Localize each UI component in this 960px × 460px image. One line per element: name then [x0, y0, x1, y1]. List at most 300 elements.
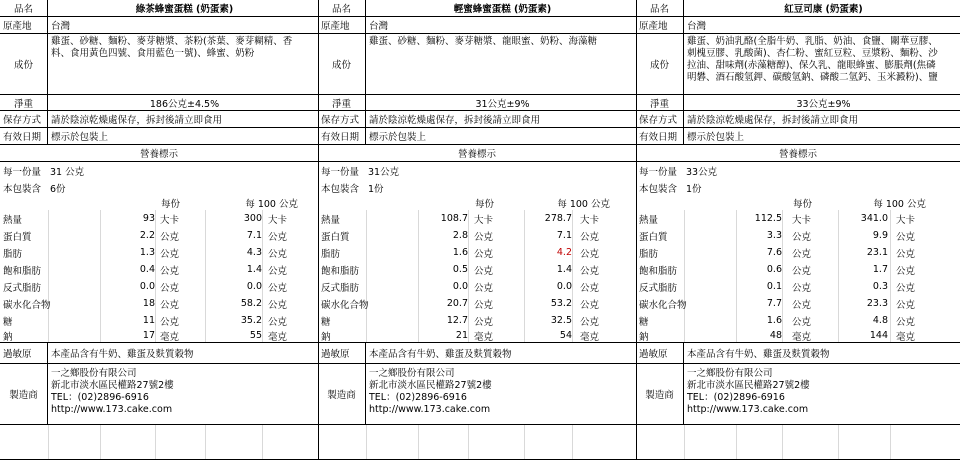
grid-line	[205, 244, 206, 261]
grid-line	[524, 425, 525, 459]
servings-value: 6份	[50, 183, 66, 195]
grid-line	[366, 278, 367, 295]
grid-line	[100, 425, 101, 459]
storage-text: 請於陰涼乾燥處保存，拆封後請立即食用	[687, 115, 859, 126]
nutrient-name: 鈉	[321, 331, 331, 343]
net-weight-value: 186公克±4.5%	[149, 98, 220, 110]
table-row	[318, 34, 636, 95]
table-row	[0, 34, 318, 95]
grid-line	[48, 227, 49, 244]
unit-label: 公克	[160, 282, 180, 294]
serving-size-value: 31 公克	[50, 166, 85, 178]
per-100g-value: 278.7	[544, 213, 572, 224]
expiry-label: 有效日期	[0, 128, 48, 144]
grid-line	[684, 329, 685, 342]
grid-line	[782, 244, 783, 261]
panel-divider	[636, 0, 637, 460]
per-100g-value: 144	[869, 330, 888, 341]
net-weight-label: 淨重	[0, 95, 48, 110]
allergen-text: 本產品含有牛奶、雞蛋及麩質穀物	[687, 349, 830, 360]
unit-label: 公克	[580, 231, 600, 243]
per-100g-value: 55	[249, 330, 262, 341]
column-header-per-serving: 每份	[474, 199, 494, 210]
manufacturer-line: TEL：(02)2896-6916	[687, 392, 785, 403]
nutrition-title: 營養標示	[139, 149, 178, 160]
grid-line	[262, 295, 263, 312]
nutrient-name: 碳水化合物	[321, 299, 369, 311]
table-row	[636, 261, 960, 278]
table-row	[636, 425, 960, 460]
nutrient-name: 鈉	[3, 331, 13, 343]
table-row	[636, 179, 960, 196]
grid-line	[736, 312, 737, 329]
table-row	[636, 244, 960, 261]
product-panel	[636, 0, 960, 460]
unit-label: 公克	[474, 282, 494, 294]
unit-label: 公克	[580, 265, 600, 277]
table-row	[0, 145, 318, 162]
grid-line	[205, 227, 206, 244]
table-row	[0, 364, 318, 425]
grid-line	[468, 244, 469, 261]
website-link[interactable]: http://www.173.cake.com	[369, 404, 491, 415]
grid-line	[100, 210, 101, 227]
website-link[interactable]: http://www.173.cake.com	[51, 404, 173, 415]
grid-line	[684, 278, 685, 295]
per-100g-value: 7.1	[246, 230, 262, 241]
grid-line	[155, 312, 156, 329]
manufacturer-label: 製造商	[318, 364, 366, 424]
grid-line	[890, 227, 891, 244]
nutrient-name: 脂肪	[639, 248, 659, 260]
origin-label: 原產地	[318, 17, 366, 33]
unit-label: 公克	[160, 316, 180, 328]
column-header-per-serving: 每份	[792, 199, 812, 210]
nutrient-name: 碳水化合物	[3, 299, 51, 311]
per-100g-value: 53.2	[550, 298, 572, 309]
grid-line	[48, 244, 49, 261]
grid-line	[155, 425, 156, 459]
grid-line	[736, 227, 737, 244]
unit-label: 公克	[792, 299, 812, 311]
nutrient-name: 糖	[3, 316, 13, 328]
per-serving-value: 2.2	[139, 230, 155, 241]
unit-label: 公克	[268, 231, 288, 243]
grid-line	[468, 295, 469, 312]
grid-line	[48, 210, 49, 227]
grid-line	[736, 295, 737, 312]
grid-line	[48, 312, 49, 329]
expiry-label: 有效日期	[636, 128, 684, 144]
unit-label: 公克	[580, 248, 600, 260]
grid-line	[205, 278, 206, 295]
grid-line	[155, 261, 156, 278]
unit-label: 大卡	[580, 214, 600, 226]
grid-line	[262, 425, 263, 459]
net-weight-value: 31公克±9%	[475, 98, 530, 110]
grid-line	[838, 295, 839, 312]
nutrient-name: 蛋白質	[639, 231, 668, 243]
per-serving-value: 1.6	[452, 247, 468, 258]
grid-line	[684, 425, 685, 459]
manufacturer-label: 製造商	[0, 364, 48, 424]
grid-line	[782, 295, 783, 312]
grid-line	[572, 425, 573, 459]
grid-line	[418, 312, 419, 329]
per-serving-value: 18	[142, 298, 155, 309]
grid-line	[205, 210, 206, 227]
allergen-label: 過敏原	[0, 343, 48, 363]
servings-label: 本包裝含	[639, 183, 678, 195]
grid-line	[684, 312, 685, 329]
manufacturer-line: TEL：(02)2896-6916	[369, 392, 467, 403]
grid-line	[366, 244, 367, 261]
table-row	[636, 95, 960, 111]
per-serving-value: 20.7	[446, 298, 468, 309]
grid-line	[48, 425, 49, 459]
per-100g-value: 4.8	[872, 315, 888, 326]
unit-label: 公克	[268, 248, 288, 260]
table-row	[0, 162, 318, 179]
nutrient-name: 飽和脂肪	[3, 265, 42, 277]
unit-label: 公克	[268, 282, 288, 294]
grid-line	[155, 329, 156, 342]
storage-text: 請於陰涼乾燥處保存，拆封後請立即食用	[51, 115, 223, 126]
grid-line	[782, 312, 783, 329]
per-serving-value: 1.3	[139, 247, 155, 258]
grid-line	[155, 295, 156, 312]
unit-label: 公克	[792, 265, 812, 277]
table-row	[0, 244, 318, 261]
grid-line	[155, 244, 156, 261]
grid-line	[890, 295, 891, 312]
per-100g-value: 32.5	[550, 315, 572, 326]
grid-line	[838, 244, 839, 261]
unit-label: 公克	[580, 282, 600, 294]
unit-label: 公克	[268, 265, 288, 277]
per-100g-value: 0.0	[246, 281, 262, 292]
table-row	[318, 343, 636, 364]
unit-label: 公克	[474, 248, 494, 260]
manufacturer-line: TEL：(02)2896-6916	[51, 392, 149, 403]
grid-line	[100, 227, 101, 244]
grid-line	[736, 278, 737, 295]
unit-label: 公克	[896, 316, 916, 328]
ingredients-label: 成份	[636, 34, 684, 94]
grid-line	[572, 261, 573, 278]
table-row	[318, 261, 636, 278]
grid-line	[262, 244, 263, 261]
table-row	[636, 227, 960, 244]
table-row	[0, 425, 318, 460]
grid-line	[684, 227, 685, 244]
grid-line	[418, 425, 419, 459]
website-link[interactable]: http://www.173.cake.com	[687, 404, 809, 415]
per-100g-value: 1.4	[246, 264, 262, 275]
per-100g-value: 0.3	[872, 281, 888, 292]
table-row	[318, 329, 636, 343]
grid-line	[524, 210, 525, 227]
grid-line	[684, 210, 685, 227]
unit-label: 大卡	[896, 214, 916, 226]
grid-line	[366, 329, 367, 342]
table-row	[0, 111, 318, 128]
unit-label: 公克	[474, 265, 494, 277]
grid-line	[572, 227, 573, 244]
grid-line	[48, 329, 49, 342]
manufacturer-label: 製造商	[636, 364, 684, 424]
table-row	[0, 210, 318, 227]
table-row	[318, 17, 636, 34]
nutrient-name: 蛋白質	[321, 231, 350, 243]
nutrient-name: 鈉	[639, 331, 649, 343]
grid-line	[262, 312, 263, 329]
grid-line	[890, 210, 891, 227]
allergen-label: 過敏原	[318, 343, 366, 363]
table-row	[318, 278, 636, 295]
ingredients-label: 成份	[0, 34, 48, 94]
ingredients-text: 雞蛋、砂糖、麵粉、麥芽糖漿、龍眼蜜、奶粉、海藻糖	[369, 36, 598, 47]
grid-line	[468, 210, 469, 227]
table-row	[0, 128, 318, 145]
grid-line	[890, 329, 891, 342]
grid-line	[838, 227, 839, 244]
per-serving-value: 48	[769, 330, 782, 341]
table-row	[318, 0, 636, 17]
per-serving-value: 0.1	[766, 281, 782, 292]
per-100g-value: 4.3	[246, 247, 262, 258]
grid-line	[262, 329, 263, 342]
nutrient-name: 熱量	[3, 214, 23, 226]
nutrient-name: 飽和脂肪	[639, 265, 678, 277]
grid-line	[468, 261, 469, 278]
grid-line	[782, 278, 783, 295]
grid-line	[838, 278, 839, 295]
table-row	[636, 111, 960, 128]
per-serving-value: 0.6	[766, 264, 782, 275]
grid-line	[524, 295, 525, 312]
origin-label: 原產地	[636, 17, 684, 33]
grid-line	[155, 278, 156, 295]
column-header-per-100g: 每 100 公克	[245, 199, 298, 210]
grid-line	[838, 261, 839, 278]
per-100g-value: 58.2	[240, 298, 262, 309]
grid-line	[468, 329, 469, 342]
unit-label: 公克	[474, 316, 494, 328]
table-row	[0, 261, 318, 278]
grid-line	[205, 329, 206, 342]
unit-label: 公克	[792, 248, 812, 260]
nutrition-title: 營養標示	[778, 149, 817, 160]
table-row	[318, 162, 636, 179]
allergen-text: 本產品含有牛奶、雞蛋及麩質穀物	[369, 349, 512, 360]
grid-line	[100, 244, 101, 261]
table-row	[318, 128, 636, 145]
table-row	[636, 343, 960, 364]
grid-line	[782, 210, 783, 227]
grid-line	[572, 295, 573, 312]
grid-line	[205, 312, 206, 329]
grid-line	[890, 261, 891, 278]
manufacturer-line: 新北市淡水區民權路27號2樓	[369, 380, 492, 391]
nutrient-name: 脂肪	[3, 248, 23, 260]
per-100g-value: 23.3	[866, 298, 888, 309]
unit-label: 公克	[896, 231, 916, 243]
allergen-label: 過敏原	[636, 343, 684, 363]
manufacturer-line: 一之鄉股份有限公司	[687, 368, 773, 379]
per-serving-value: 1.6	[766, 315, 782, 326]
unit-label: 毫克	[896, 331, 916, 343]
unit-label: 公克	[792, 231, 812, 243]
net-weight-label: 淨重	[318, 95, 366, 110]
nutrient-name: 脂肪	[321, 248, 341, 260]
servings-value: 1份	[368, 183, 384, 195]
grid-line	[366, 425, 367, 459]
grid-line	[418, 278, 419, 295]
table-row	[0, 227, 318, 244]
grid-line	[418, 210, 419, 227]
grid-line	[366, 227, 367, 244]
table-row	[0, 95, 318, 111]
grid-line	[524, 312, 525, 329]
column-header-per-serving: 每份	[160, 199, 180, 210]
unit-label: 公克	[474, 231, 494, 243]
grid-line	[418, 329, 419, 342]
grid-line	[366, 210, 367, 227]
grid-line	[736, 425, 737, 459]
grid-line	[684, 244, 685, 261]
grid-line	[262, 261, 263, 278]
table-row	[0, 295, 318, 312]
grid-line	[48, 278, 49, 295]
per-100g-value: 1.7	[872, 264, 888, 275]
unit-label: 毫克	[580, 331, 600, 343]
origin-value: 台灣	[51, 21, 71, 32]
table-row	[0, 179, 318, 196]
table-row	[0, 0, 318, 17]
grid-line	[468, 278, 469, 295]
unit-label: 大卡	[268, 214, 288, 226]
table-row	[636, 364, 960, 425]
grid-line	[100, 295, 101, 312]
unit-label: 毫克	[474, 331, 494, 343]
grid-line	[100, 329, 101, 342]
unit-label: 公克	[268, 299, 288, 311]
grid-line	[205, 425, 206, 459]
unit-label: 公克	[792, 282, 812, 294]
unit-label: 公克	[896, 299, 916, 311]
manufacturer-info	[684, 364, 960, 424]
name-label: 品名	[318, 0, 366, 16]
table-row	[318, 295, 636, 312]
per-100g-value: 7.1	[556, 230, 572, 241]
per-100g-value: 300	[243, 213, 262, 224]
unit-label: 公克	[160, 248, 180, 260]
allergen-text: 本產品含有牛奶、雞蛋及麩質穀物	[51, 349, 194, 360]
unit-label: 毫克	[792, 331, 812, 343]
origin-value: 台灣	[369, 21, 389, 32]
nutrient-name: 熱量	[639, 214, 659, 226]
unit-label: 毫克	[160, 331, 180, 343]
nutrient-name: 反式脂肪	[3, 282, 42, 294]
manufacturer-line: 一之鄉股份有限公司	[51, 368, 137, 379]
column-header-per-100g: 每 100 公克	[557, 199, 610, 210]
net-weight-value: 33公克±9%	[796, 98, 851, 110]
table-row	[318, 364, 636, 425]
grid-line	[572, 329, 573, 342]
expiry-label: 有效日期	[318, 128, 366, 144]
table-row	[0, 278, 318, 295]
storage-text: 請於陰涼乾燥處保存，拆封後請立即食用	[369, 115, 541, 126]
grid-line	[782, 261, 783, 278]
panel-divider	[318, 0, 319, 460]
grid-line	[736, 210, 737, 227]
per-serving-value: 0.0	[452, 281, 468, 292]
nutrition-title: 營養標示	[457, 149, 496, 160]
grid-line	[524, 244, 525, 261]
per-serving-value: 21	[455, 330, 468, 341]
grid-line	[524, 329, 525, 342]
grid-line	[262, 278, 263, 295]
manufacturer-line: 新北市淡水區民權路27號2樓	[51, 380, 174, 391]
storage-label: 保存方式	[636, 111, 684, 127]
grid-line	[684, 261, 685, 278]
nutrient-name: 反式脂肪	[639, 282, 678, 294]
grid-line	[468, 227, 469, 244]
product-name: 輕蜜蜂蜜蛋糕 (奶蛋素)	[453, 4, 552, 15]
unit-label: 公克	[792, 316, 812, 328]
per-serving-value: 93	[142, 213, 155, 224]
grid-line	[524, 261, 525, 278]
net-weight-label: 淨重	[636, 95, 684, 110]
serving-size-value: 33公克	[686, 166, 718, 178]
table-row	[636, 295, 960, 312]
per-serving-value: 112.5	[754, 213, 782, 224]
per-serving-value: 7.7	[766, 298, 782, 309]
nutrient-name: 糖	[321, 316, 331, 328]
nutrient-name: 反式脂肪	[321, 282, 360, 294]
per-serving-value: 12.7	[446, 315, 468, 326]
table-row	[0, 329, 318, 343]
table-row	[318, 244, 636, 261]
grid-line	[205, 295, 206, 312]
table-row	[636, 128, 960, 145]
ingredients-label: 成份	[318, 34, 366, 94]
table-row	[318, 227, 636, 244]
table-row	[636, 278, 960, 295]
unit-label: 公克	[474, 299, 494, 311]
per-100g-value: 23.1	[866, 247, 888, 258]
table-row	[318, 425, 636, 460]
column-header-per-100g: 每 100 公克	[873, 199, 926, 210]
table-row	[0, 17, 318, 34]
grid-line	[468, 312, 469, 329]
grid-line	[572, 312, 573, 329]
serving-size-label: 每一份量	[321, 166, 360, 178]
grid-line	[100, 278, 101, 295]
grid-line	[838, 210, 839, 227]
grid-line	[838, 425, 839, 459]
grid-line	[572, 210, 573, 227]
grid-line	[736, 244, 737, 261]
manufacturer-info	[366, 364, 636, 424]
table-row	[636, 0, 960, 17]
product-name: 綠茶蜂蜜蛋糕 (奶蛋素)	[135, 4, 234, 15]
table-row	[0, 343, 318, 364]
per-serving-value: 17	[142, 330, 155, 341]
per-serving-value: 11	[142, 315, 155, 326]
unit-label: 公克	[580, 299, 600, 311]
